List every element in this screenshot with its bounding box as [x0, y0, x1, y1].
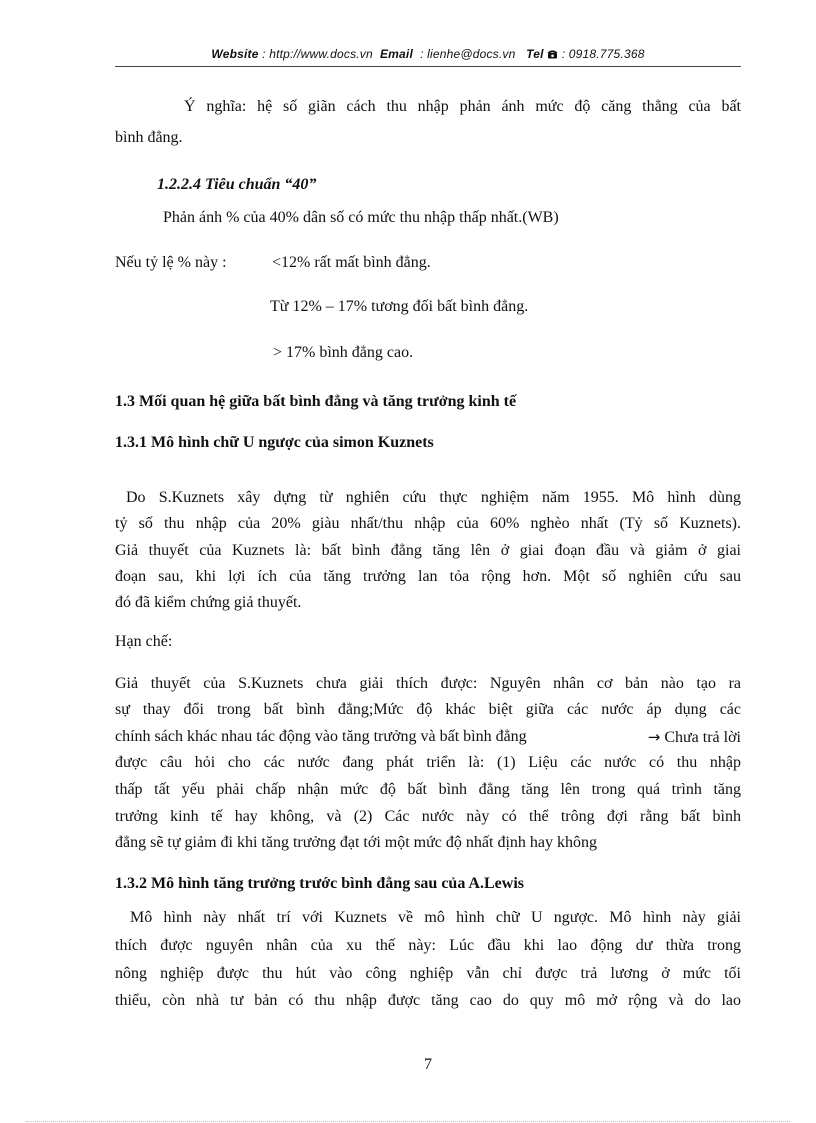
page-header: [115, 47, 741, 61]
phone-icon: [547, 47, 562, 61]
limitations-line-7: đẳng sẽ tự giảm đi khi tăng trưởng đạt tới một mức độ nhất định hay không: [115, 834, 597, 851]
limitations-label: Hạn chế:: [115, 633, 173, 650]
lewis-line-1: Mô hình này nhất trí với Kuznets về mô hình chữ U ngược. Mô hình này giải: [130, 909, 741, 926]
limitations-line-3: [115, 726, 741, 749]
limitations-line-6: trưởng kinh tế hay không, và (2) Các nước này có thể trông đợi rằng bất bình: [115, 808, 741, 825]
kuznets-line-2: tỷ số thu nhập của 20% giàu nhất/thu nhập của 60% nghèo nhất (Tỷ số Kuznets).: [115, 515, 741, 532]
website-label: Website: [211, 47, 259, 61]
kuznets-line-1: Do S.Kuznets xây dựng từ nghiên cứu thực nghiệm năm 1955. Mô hình dùng: [126, 489, 741, 506]
limitations-line-1: Giả thuyết của S.Kuznets chưa giải thích được: Nguyên nhân cơ bản nào tạo ra: [115, 675, 741, 692]
list-intro: Nếu tỷ lệ % này :: [115, 254, 227, 271]
limitations-line-3-after-arrow: Chưa trả lời: [660, 729, 741, 746]
heading-1-3-1: 1.3.1 Mô hình chữ U ngược của simon Kuznets: [115, 434, 434, 451]
header-divider: [115, 66, 741, 67]
lewis-line-2: thích được nguyên nhân của xu thế này: Lúc đầu khi lao động dư thừa trong: [115, 937, 741, 954]
list-item-3: > 17% bình đẳng cao.: [273, 344, 414, 361]
meaning-line-1: Ý nghĩa: hệ số giãn cách thu nhập phản ánh mức độ căng thẳng của bất: [184, 98, 741, 115]
tel-label: Tel: [526, 47, 544, 61]
lewis-line-4: thiểu, còn nhà tư bản có thu nhập được tăng cao do quy mô mở rộng và do lao: [115, 992, 741, 1009]
criterion-40-text: Phản ánh % của 40% dân số có mức thu nhập thấp nhất.(WB): [163, 209, 559, 226]
meaning-line-2: bình đẳng.: [115, 129, 183, 146]
lewis-line-3: nông nghiệp được thu hút vào công nghiệp vẫn chỉ được trả lương ở mức tối: [115, 965, 741, 982]
kuznets-line-4: đoạn sau, khi lợi ích của tăng trưởng lan tỏa rộng hơn. Một số nghiên cứu sau: [115, 568, 741, 585]
kuznets-line-5: đó đã kiểm chứng giả thuyết.: [115, 594, 302, 611]
heading-1-2-2-4: 1.2.2.4 Tiêu chuẩn “40”: [157, 176, 317, 193]
list-item-1: <12% rất mất bình đẳng.: [272, 254, 431, 271]
tel-value: : 0918.775.368: [561, 47, 645, 61]
page-bottom-border: [26, 1121, 790, 1122]
limitations-line-3-tail: [648, 726, 741, 749]
email-value: : lienhe@docs.vn: [420, 47, 516, 61]
heading-1-3: 1.3 Mối quan hệ giữa bất bình đẳng và tăng trưởng kinh tế: [115, 393, 517, 410]
page-number: 7: [424, 1056, 432, 1073]
limitations-line-2: sự thay đổi trong bất bình đẳng;Mức độ khác biệt giữa các nước áp dụng các: [115, 701, 741, 718]
limitations-line-4: được câu hỏi cho các nước đang phát triển là: (1) Liệu các nước có thu nhập: [115, 754, 741, 771]
email-label: Email: [379, 47, 413, 61]
website-value: : http://www.docs.vn: [262, 47, 373, 61]
limitations-line-3-text: chính sách khác nhau tác động vào tăng trưởng và bất bình đẳng: [115, 728, 527, 745]
list-item-2: Từ 12% – 17% tương đối bất bình đẳng.: [270, 298, 529, 315]
heading-1-3-2: 1.3.2 Mô hình tăng trưởng trước bình đẳng sau của A.Lewis: [115, 875, 524, 892]
limitations-line-5: thấp tất yếu phải chấp nhận mức độ bất bình đẳng tăng lên trong quá trình tăng: [115, 781, 741, 798]
kuznets-line-3: Giả thuyết của Kuznets là: bất bình đẳng tăng lên ở giai đoạn đầu và giảm ở giai: [115, 542, 741, 559]
right-arrow-icon: →: [647, 728, 661, 746]
